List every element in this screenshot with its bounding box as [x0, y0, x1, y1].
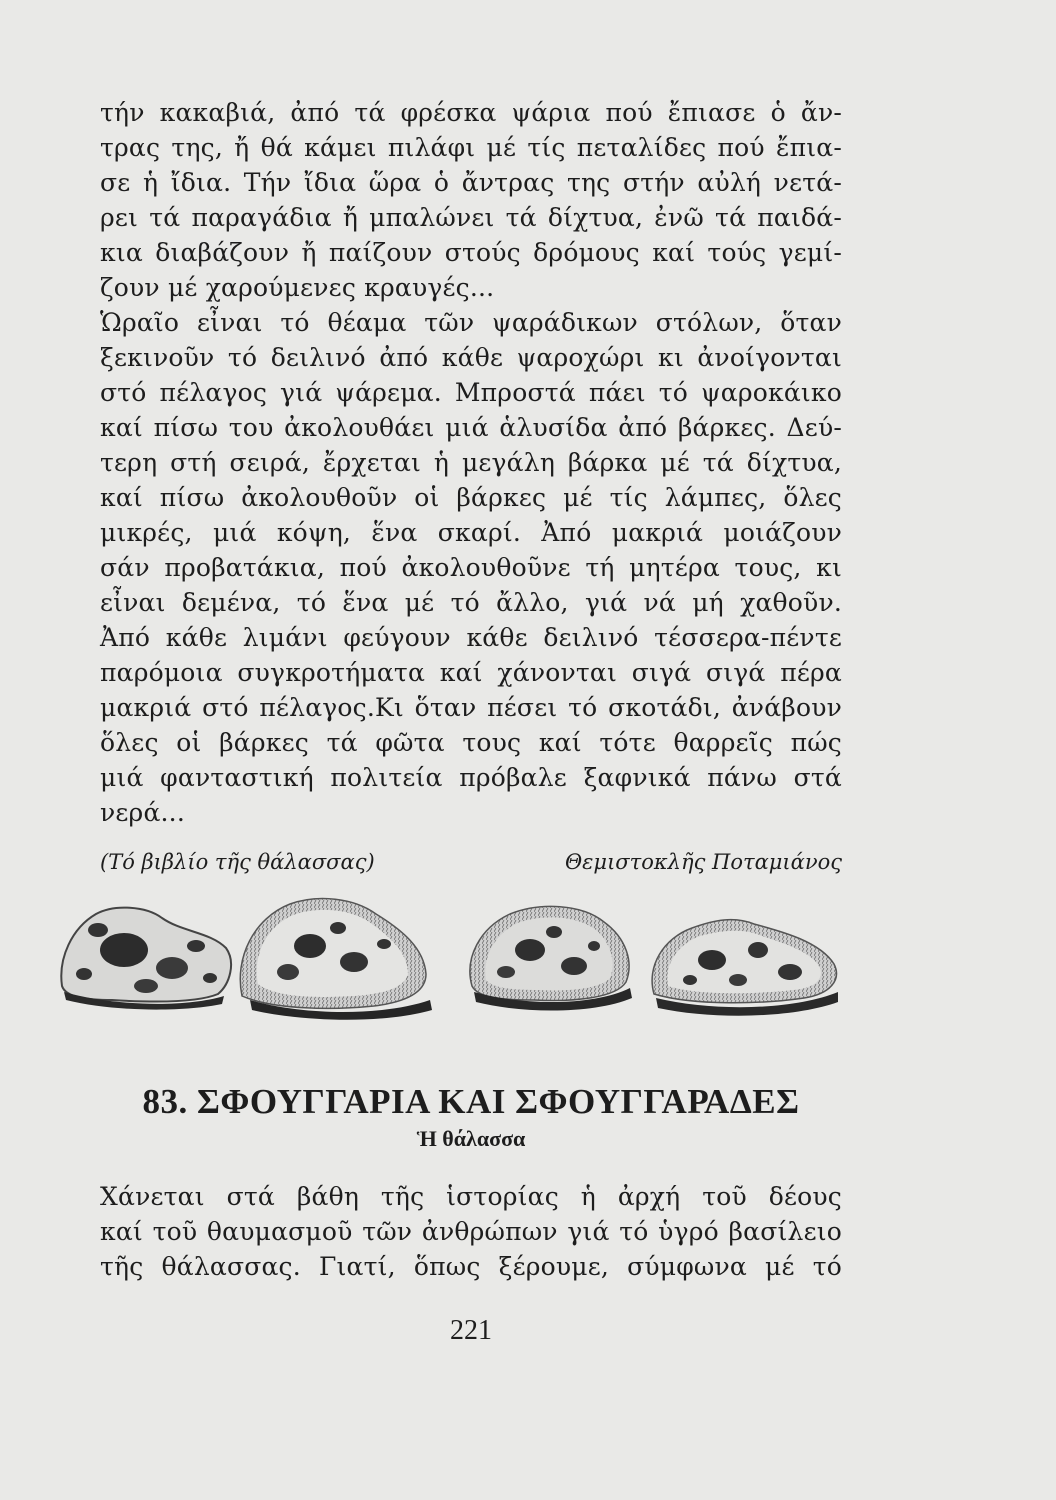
sponge-4 [652, 920, 838, 1016]
text-line: καί τοῦ θαυμασμοῦ τῶν ἀνθρώπων γιά τό ὑγρό βασίλειο [100, 1217, 842, 1246]
text-line: ξεκινοῦν τό δειλινό ἀπό κάθε ψαροχώρι κι ἀνοίγονται [100, 343, 842, 372]
text-line: ζουν μέ χαρούμενες κραυγές... [100, 273, 495, 302]
chapter-title: 83. ΣΦΟΥΓΓΑΡΙΑ ΚΑΙ ΣΦΟΥΓΓΑΡΑΔΕΣ [142, 1082, 800, 1121]
text-line: ὅλες οἱ βάρκες τά φῶτα τους καί τότε θαρρεῖς πώς [100, 728, 842, 757]
text-line: καί πίσω ἀκολουθοῦν οἱ βάρκες μέ τίς λάμπες, ὅλες [100, 483, 842, 512]
text-line: Ὡραῖο εἶναι τό θέαμα τῶν ψαράδικων στόλων, ὅταν [100, 308, 842, 337]
sponge-1 [61, 908, 231, 1010]
source-author: Θεμιστοκλῆς Ποταμιάνος [564, 850, 842, 874]
text-line: Χάνεται στά βάθη τῆς ἱστορίας ἡ ἀρχή τοῦ δέους [100, 1182, 842, 1211]
text-line: εἶναι δεμένα, τό ἕνα μέ τό ἄλλο, γιά νά μή χαθοῦν. [100, 588, 842, 617]
text-line: τρας της, ἤ θά κάμει πιλάφι μέ τίς πεταλίδες πού ἔπια- [100, 133, 842, 162]
text-line: στό πέλαγος γιά ψάρεμα. Μπροστά πάει τό ψαροκάικο [100, 378, 842, 407]
text-line: σάν προβατάκια, πού ἀκολουθοῦνε τή μητέρα τους, κι [100, 553, 842, 582]
text-line: ρει τά παραγάδια ἤ μπαλώνει τά δίχτυα, ἐνῶ τά παιδά- [100, 203, 842, 232]
sponges-illustration [54, 888, 846, 1020]
text-line: τῆς θάλασσας. Γιατί, ὅπως ξέρουμε, σύμφωνα μέ τό [100, 1252, 842, 1281]
text-line: κια διαβάζουν ἤ παίζουν στούς δρόμους καί τούς γεμί- [100, 238, 842, 267]
sponge-3 [470, 906, 632, 1010]
text-line: μιά φανταστική πολιτεία πρόβαλε ξαφνικά πάνω στά [100, 763, 842, 792]
text-line: νερά... [100, 798, 185, 827]
text-line: καί πίσω του ἀκολουθάει μιά ἁλυσίδα ἀπό βάρκες. Δεύ- [100, 413, 842, 442]
sponge-2 [240, 899, 432, 1020]
source-attribution [100, 845, 842, 879]
text-line: Ἀπό κάθε λιμάνι φεύγουν κάθε δειλινό τέσσερα-πέντε [100, 623, 842, 652]
chapter-subtitle: Ἡ θάλασσα [416, 1126, 526, 1151]
text-line: τερη στή σειρά, ἔρχεται ἡ μεγάλη βάρκα μέ τά δίχτυα, [100, 448, 842, 477]
source-book-title: (Τό βιβλίο τῆς θάλασσας) [100, 850, 375, 874]
text-line: παρόμοια συγκροτήματα καί χάνονται σιγά σιγά πέρα [100, 658, 842, 687]
text-line: τήν κακαβιά, ἀπό τά φρέσκα ψάρια πού ἔπιασε ὁ ἄν- [100, 98, 842, 127]
text-line: μακριά στό πέλαγος.Κι ὅταν πέσει τό σκοτάδι, ἀνάβουν [100, 693, 842, 722]
text-line: σε ἡ ἴδια. Τήν ἴδια ὥρα ὁ ἄντρας της στήν αὐλή νετά- [100, 168, 842, 197]
text-line: μικρές, μιά κόψη, ἕνα σκαρί. Ἀπό μακριά μοιάζουν [100, 518, 842, 547]
page-number: 221 [450, 1315, 492, 1346]
